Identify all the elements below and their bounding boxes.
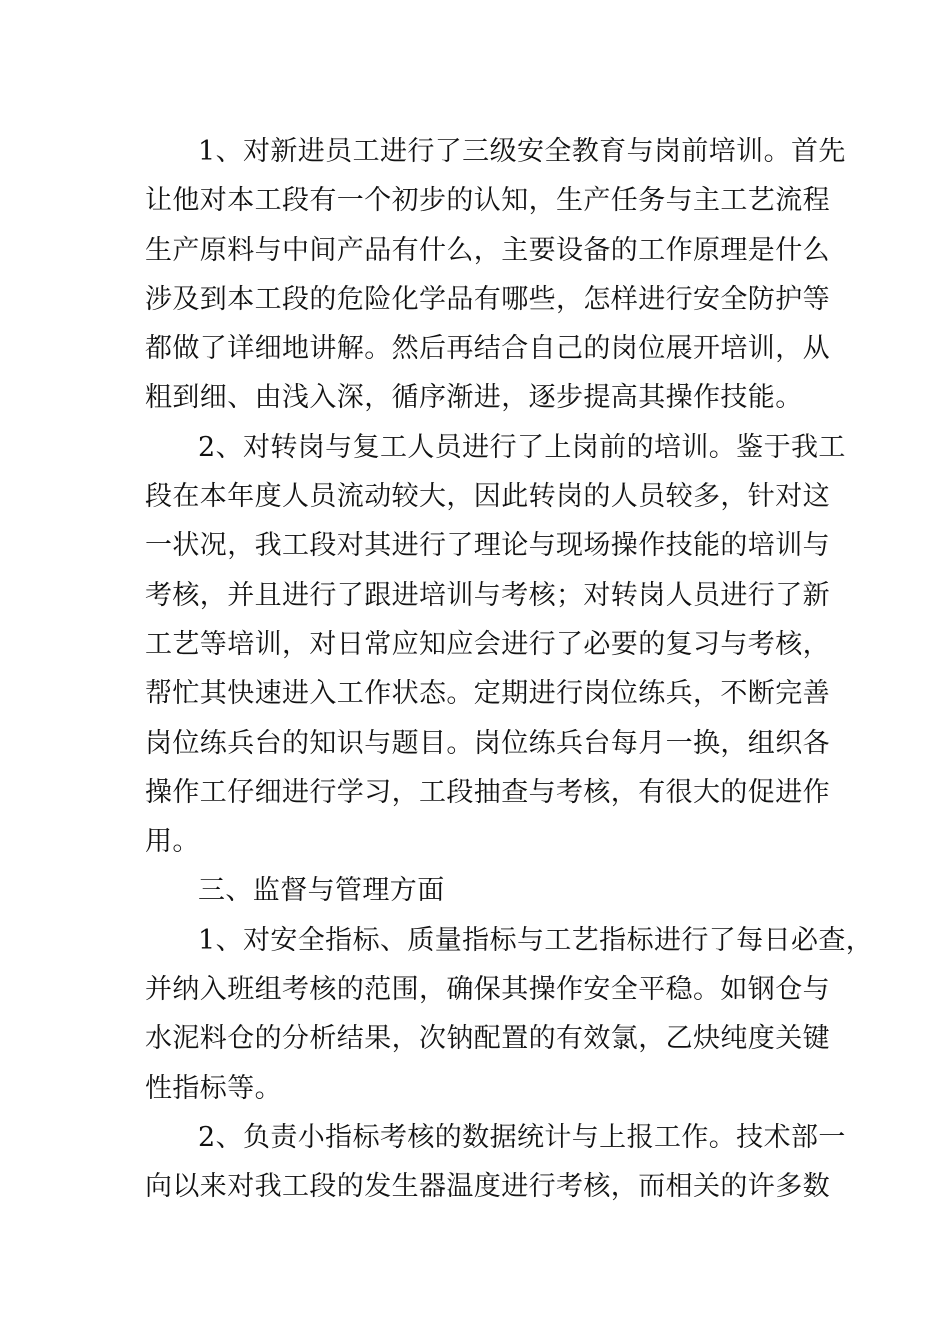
paragraph-3-line-2: 并纳入班组考核的范围，确保其操作安全平稳。如钢仓与 [145,974,830,1006]
paragraph-1-line-3: 生产原料与中间产品有什么，主要设备的工作原理是什么 [145,234,830,266]
paragraph-2-line-9: 用。 [145,826,200,858]
paragraph-2-line-2: 段在本年度人员流动较大，因此转岗的人员较多，针对这 [145,481,830,513]
paragraph-2-line-6: 帮忙其快速进入工作状态。定期进行岗位练兵，不断完善 [145,678,830,710]
paragraph-1-line-1: 1、对新进员工进行了三级安全教育与岗前培训。首先 [198,136,846,167]
paragraph-2-line-5: 工艺等培训，对日常应知应会进行了必要的复习与考核， [145,628,830,660]
section-heading: 三、监督与管理方面 [198,875,445,907]
paragraph-4-line-1: 2、负责小指标考核的数据统计与上报工作。技术部一 [198,1121,846,1153]
paragraph-2-line-8: 操作工仔细进行学习，工段抽查与考核，有很大的促进作 [145,776,830,808]
paragraph-1-line-2: 让他对本工段有一个初步的认知，生产任务与主工艺流程 [145,185,830,217]
paragraph-1-line-5: 都做了详细地讲解。然后再结合自己的岗位展开培训，从 [145,333,830,365]
paragraph-2-line-3: 一状况，我工段对其进行了理论与现场操作技能的培训与 [145,530,830,562]
paragraph-2-line-7: 岗位练兵台的知识与题目。岗位练兵台每月一换，组织各 [145,727,830,759]
paragraph-2-line-1: 2、对转岗与复工人员进行了上岗前的培训。鉴于我工 [198,431,846,463]
paragraph-1-line-6: 粗到细、由浅入深，循序渐进，逐步提高其操作技能。 [145,382,803,414]
paragraph-3-line-3: 水泥料仓的分析结果，次钠配置的有效氯，乙炔纯度关键 [145,1023,830,1055]
paragraph-3-line-1: 1、对安全指标、质量指标与工艺指标进行了每日必查， [198,924,874,956]
paragraph-3-line-4: 性指标等。 [145,1072,282,1104]
paragraph-2-line-4: 考核，并且进行了跟进培训与考核；对转岗人员进行了新 [145,579,830,611]
document-body [145,127,874,1212]
paragraph-4-line-2: 向以来对我工段的发生器温度进行考核，而相关的许多数 [145,1171,830,1203]
paragraph-1-line-4: 涉及到本工段的危险化学品有哪些，怎样进行安全防护等 [145,283,830,315]
